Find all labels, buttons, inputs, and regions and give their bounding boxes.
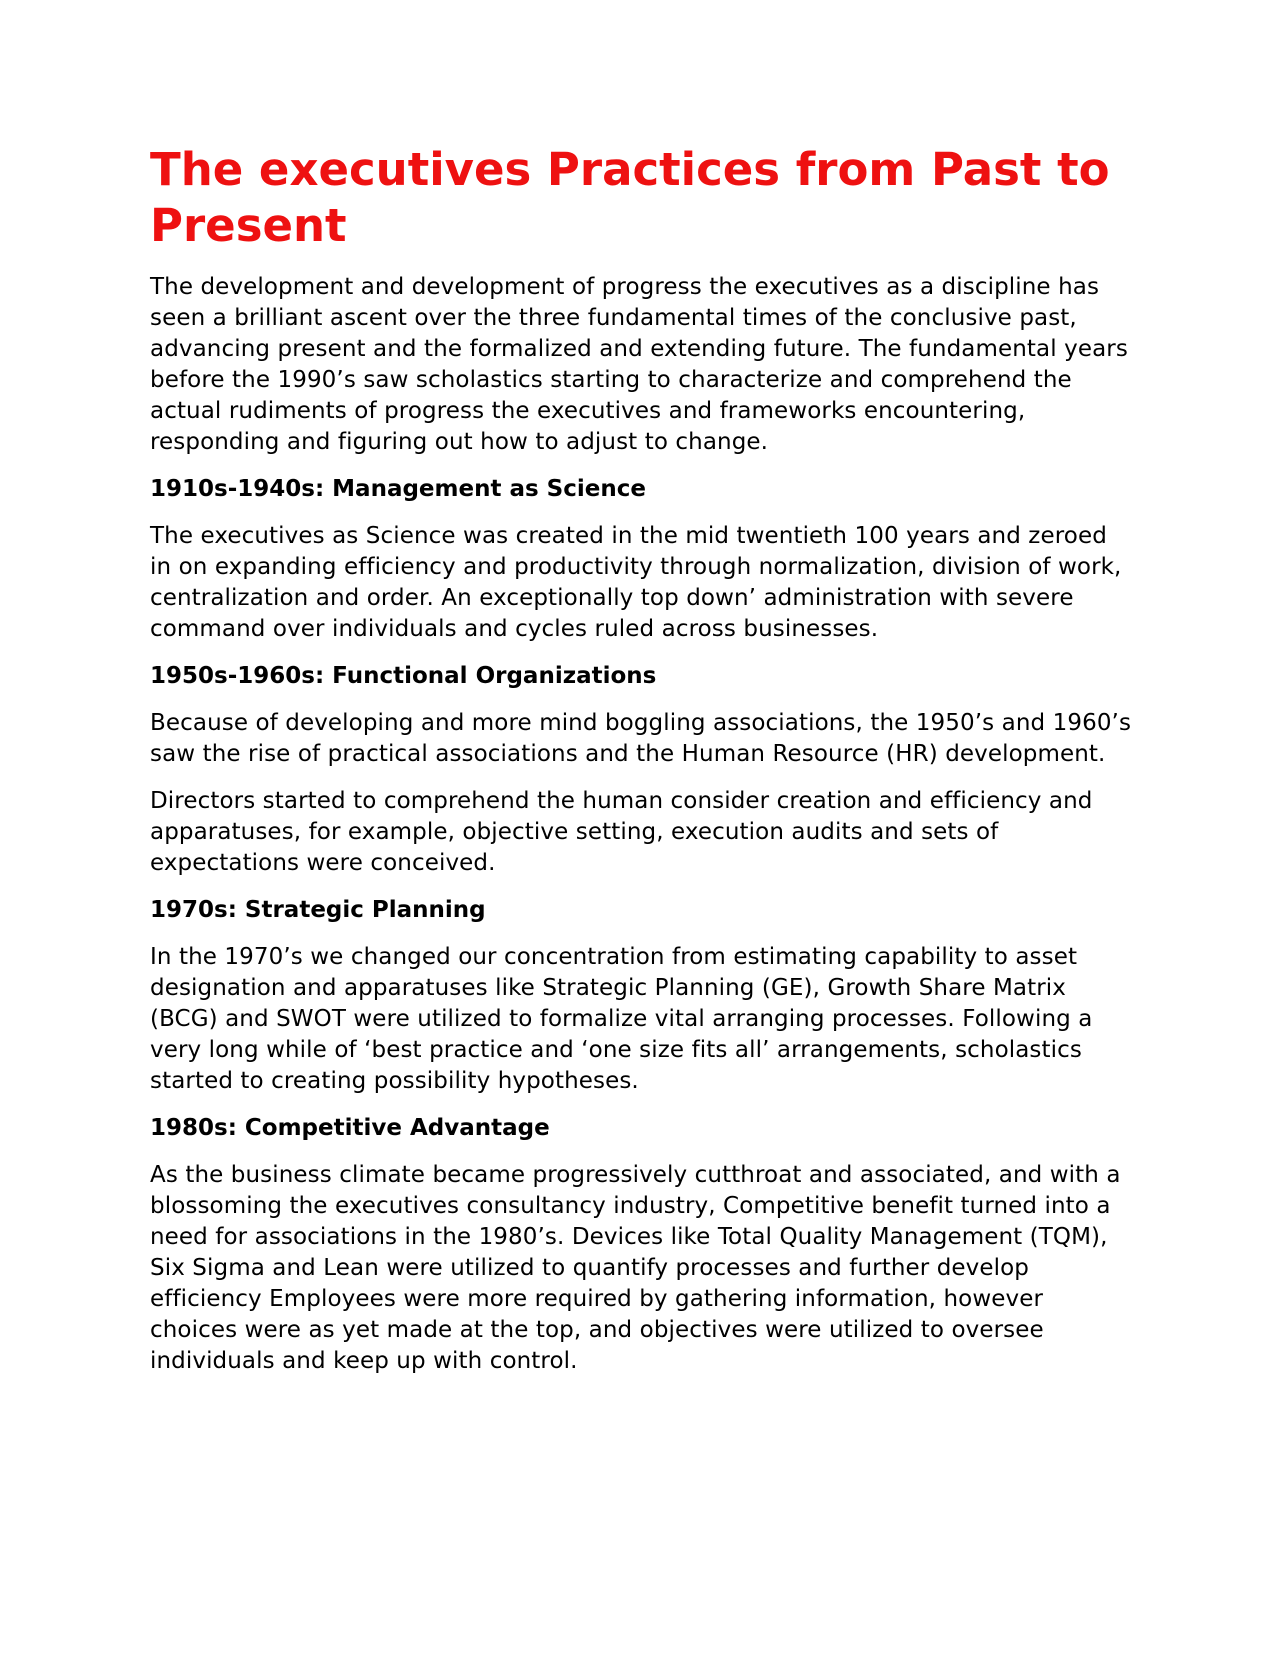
section-heading: 1970s: Strategic Planning: [150, 897, 486, 923]
section-paragraph: Directors started to comprehend the human consider creation and efficiency and apparatuses, for example, objective setting, execution audits and sets of expectations were conceived.: [150, 788, 1093, 876]
intro-paragraph: The development and development of progress the executives as a discipline has seen a brilliant ascent over the three fundamental times of the conclusive past, advancing present and the formalized and extending future. The fundamental years before the 1990’s saw scholastics starting to characterize and comprehend the actual rudiments of progress the executives and frameworks encountering, responding and figuring out how to adjust to change.: [150, 274, 1128, 455]
section-1980s: [150, 1113, 1135, 1377]
section-heading: 1910s-1940s: Management as Science: [150, 476, 646, 502]
section-heading: 1950s-1960s: Functional Organizations: [150, 663, 657, 689]
section-paragraph: In the 1970’s we changed our concentration from estimating capability to asset designation and apparatuses like Strategic Planning (GE), Growth Share Matrix (BCG) and SWOT were utilized to formalize vital arranging processes. Following a very long while of ‘best practice and ‘one size fits all’ arrangements, scholastics started to creating possibility hypotheses.: [150, 944, 1093, 1094]
document-page: [150, 142, 1135, 1393]
section-paragraph: Because of developing and more mind boggling associations, the 1950’s and 1960’s saw the rise of practical associations and the Human Resource (HR) development.: [150, 710, 1132, 767]
section-paragraph: The executives as Science was created in the mid twentieth 100 years and zeroed in on expanding efficiency and productivity through normalization, division of work, centralization and order. An exceptionally top down’ administration with severe command over individuals and cycles ruled across businesses.: [150, 523, 1122, 642]
section-paragraph: As the business climate became progressively cutthroat and associated, and with a blossoming the executives consultancy industry, Competitive benefit turned into a need for associations in the 1980’s. Devices like Total Quality Management (TQM), Six Sigma and Lean were utilized to quantify processes and further develop efficiency Employees were more required by gathering information, however choices were as yet made at the top, and objectives were utilized to oversee individuals and keep up with control.: [150, 1162, 1121, 1374]
section-1970s: [150, 895, 1135, 1097]
section-1910s-1940s: [150, 474, 1135, 645]
document-title: The executives Practices from Past to Present: [150, 143, 1110, 252]
section-heading: 1980s: Competitive Advantage: [150, 1115, 550, 1141]
section-1950s-1960s: [150, 661, 1135, 879]
